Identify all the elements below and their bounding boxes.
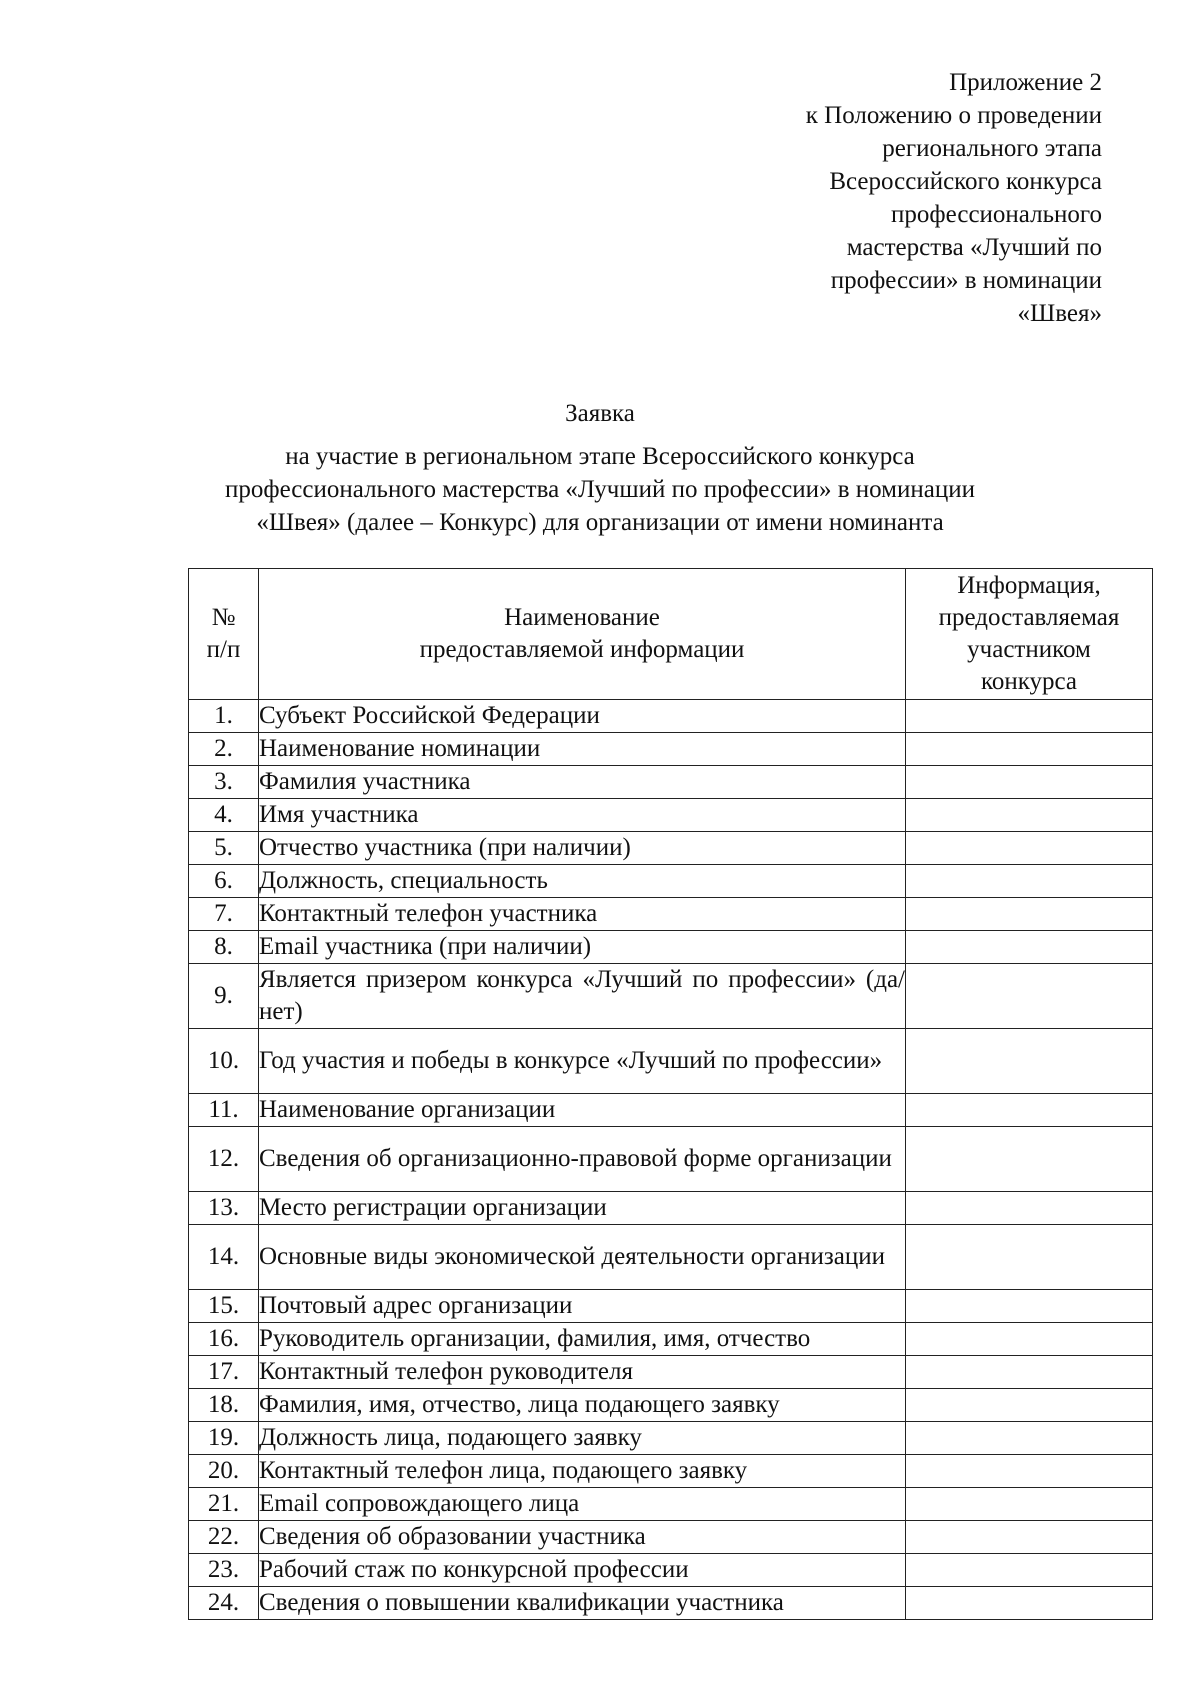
row-description: Сведения об организационно-правовой форме организации — [259, 1127, 906, 1192]
header-number — [189, 569, 259, 700]
table-row — [189, 1225, 1153, 1290]
row-description: Контактный телефон участника — [259, 898, 906, 931]
row-info-cell[interactable] — [906, 1192, 1153, 1225]
table-row — [189, 1422, 1153, 1455]
table-row — [189, 1554, 1153, 1587]
row-info-cell[interactable] — [906, 733, 1153, 766]
row-description: Место регистрации организации — [259, 1192, 906, 1225]
row-number: 8. — [189, 931, 259, 964]
row-info-cell[interactable] — [906, 1356, 1153, 1389]
row-number: 12. — [189, 1127, 259, 1192]
subtitle-line: на участие в региональном этапе Всероссийского конкурса — [285, 443, 915, 470]
row-info-cell[interactable] — [906, 1521, 1153, 1554]
table-row — [189, 964, 1153, 1029]
row-description: Почтовый адрес организации — [259, 1290, 906, 1323]
table-row — [189, 700, 1153, 733]
table-row — [189, 1587, 1153, 1620]
row-number: 14. — [189, 1225, 259, 1290]
document-title — [150, 397, 1050, 539]
row-description: Отчество участника (при наличии) — [259, 832, 906, 865]
table-row — [189, 1521, 1153, 1554]
table-row — [189, 799, 1153, 832]
row-info-cell[interactable] — [906, 799, 1153, 832]
row-number: 22. — [189, 1521, 259, 1554]
header-info-line: участником — [967, 636, 1091, 663]
title-subtitle — [150, 440, 1050, 539]
table-row — [189, 1029, 1153, 1094]
row-number: 21. — [189, 1488, 259, 1521]
table-row — [189, 1488, 1153, 1521]
table-row — [189, 733, 1153, 766]
row-number: 23. — [189, 1554, 259, 1587]
row-description: Сведения об образовании участника — [259, 1521, 906, 1554]
appendix-line: «Швея» — [1017, 300, 1102, 327]
row-number: 5. — [189, 832, 259, 865]
table-row — [189, 1094, 1153, 1127]
table-row — [189, 832, 1153, 865]
row-info-cell[interactable] — [906, 1389, 1153, 1422]
row-number: 1. — [189, 700, 259, 733]
table-row — [189, 865, 1153, 898]
header-name — [259, 569, 906, 700]
row-info-cell[interactable] — [906, 865, 1153, 898]
row-info-cell[interactable] — [906, 1127, 1153, 1192]
row-number: 17. — [189, 1356, 259, 1389]
header-name-line: Наименование — [504, 604, 660, 631]
row-description: Фамилия, имя, отчество, лица подающего заявку — [259, 1389, 906, 1422]
row-number: 13. — [189, 1192, 259, 1225]
row-info-cell[interactable] — [906, 1094, 1153, 1127]
row-info-cell[interactable] — [906, 1323, 1153, 1356]
row-description: Контактный телефон руководителя — [259, 1356, 906, 1389]
header-info-line: Информация, — [957, 572, 1101, 599]
row-info-cell[interactable] — [906, 1290, 1153, 1323]
table-row — [189, 1127, 1153, 1192]
row-info-cell[interactable] — [906, 766, 1153, 799]
header-number-line: № — [211, 604, 236, 631]
row-info-cell[interactable] — [906, 1587, 1153, 1620]
row-info-cell[interactable] — [906, 964, 1153, 1029]
row-number: 3. — [189, 766, 259, 799]
table-header-row — [189, 569, 1153, 700]
row-number: 11. — [189, 1094, 259, 1127]
row-description: Контактный телефон лица, подающего заявку — [259, 1455, 906, 1488]
appendix-line: Всероссийского конкурса — [829, 168, 1102, 195]
title-main: Заявка — [565, 400, 635, 427]
row-info-cell[interactable] — [906, 1554, 1153, 1587]
row-number: 6. — [189, 865, 259, 898]
appendix-line: к Положению о проведении — [805, 102, 1102, 129]
row-description: Имя участника — [259, 799, 906, 832]
row-number: 9. — [189, 964, 259, 1029]
row-info-cell[interactable] — [906, 1488, 1153, 1521]
row-description: Должность, специальность — [259, 865, 906, 898]
row-description: Наименование номинации — [259, 733, 906, 766]
appendix-line: профессии» в номинации — [830, 267, 1102, 294]
row-info-cell[interactable] — [906, 1422, 1153, 1455]
appendix-line: Приложение 2 — [949, 69, 1102, 96]
header-name-line: предоставляемой информации — [419, 636, 745, 663]
header-number-line: п/п — [206, 636, 241, 663]
appendix-note — [582, 66, 1102, 330]
row-number: 19. — [189, 1422, 259, 1455]
header-info-line: предоставляемая — [938, 604, 1120, 631]
subtitle-line: профессионального мастерства «Лучший по профессии» в номинации — [225, 476, 975, 503]
row-description: Рабочий стаж по конкурсной профессии — [259, 1554, 906, 1587]
row-number: 7. — [189, 898, 259, 931]
table-row — [189, 1290, 1153, 1323]
application-table — [188, 568, 1153, 1620]
subtitle-line: «Швея» (далее – Конкурс) для организации от имени номинанта — [256, 509, 944, 536]
table-row — [189, 931, 1153, 964]
row-number: 18. — [189, 1389, 259, 1422]
table-row — [189, 1455, 1153, 1488]
row-description: Является призером конкурса «Лучший по профессии» (да/нет) — [259, 964, 906, 1029]
appendix-line: профессионального — [891, 201, 1102, 228]
row-description: Должность лица, подающего заявку — [259, 1422, 906, 1455]
row-description: Email участника (при наличии) — [259, 931, 906, 964]
table-row — [189, 1192, 1153, 1225]
appendix-line: мастерства «Лучший по — [846, 234, 1102, 261]
row-number: 4. — [189, 799, 259, 832]
table-row — [189, 898, 1153, 931]
row-info-cell[interactable] — [906, 700, 1153, 733]
row-description: Фамилия участника — [259, 766, 906, 799]
table-row — [189, 1389, 1153, 1422]
row-description: Email сопровождающего лица — [259, 1488, 906, 1521]
row-description: Субъект Российской Федерации — [259, 700, 906, 733]
row-description: Год участия и победы в конкурсе «Лучший по профессии» — [259, 1029, 906, 1094]
table-row — [189, 766, 1153, 799]
row-number: 10. — [189, 1029, 259, 1094]
appendix-line: регионального этапа — [882, 135, 1102, 162]
row-number: 15. — [189, 1290, 259, 1323]
row-info-cell[interactable] — [906, 898, 1153, 931]
row-info-cell[interactable] — [906, 931, 1153, 964]
row-number: 24. — [189, 1587, 259, 1620]
table-row — [189, 1356, 1153, 1389]
row-info-cell[interactable] — [906, 1029, 1153, 1094]
row-info-cell[interactable] — [906, 832, 1153, 865]
row-number: 2. — [189, 733, 259, 766]
row-info-cell[interactable] — [906, 1455, 1153, 1488]
table-row — [189, 1323, 1153, 1356]
row-info-cell[interactable] — [906, 1225, 1153, 1290]
row-number: 20. — [189, 1455, 259, 1488]
row-description: Основные виды экономической деятельности организации — [259, 1225, 906, 1290]
row-description: Руководитель организации, фамилия, имя, отчество — [259, 1323, 906, 1356]
row-description: Наименование организации — [259, 1094, 906, 1127]
row-number: 16. — [189, 1323, 259, 1356]
header-info — [906, 569, 1153, 700]
row-description: Сведения о повышении квалификации участника — [259, 1587, 906, 1620]
header-info-line: конкурса — [980, 668, 1078, 695]
